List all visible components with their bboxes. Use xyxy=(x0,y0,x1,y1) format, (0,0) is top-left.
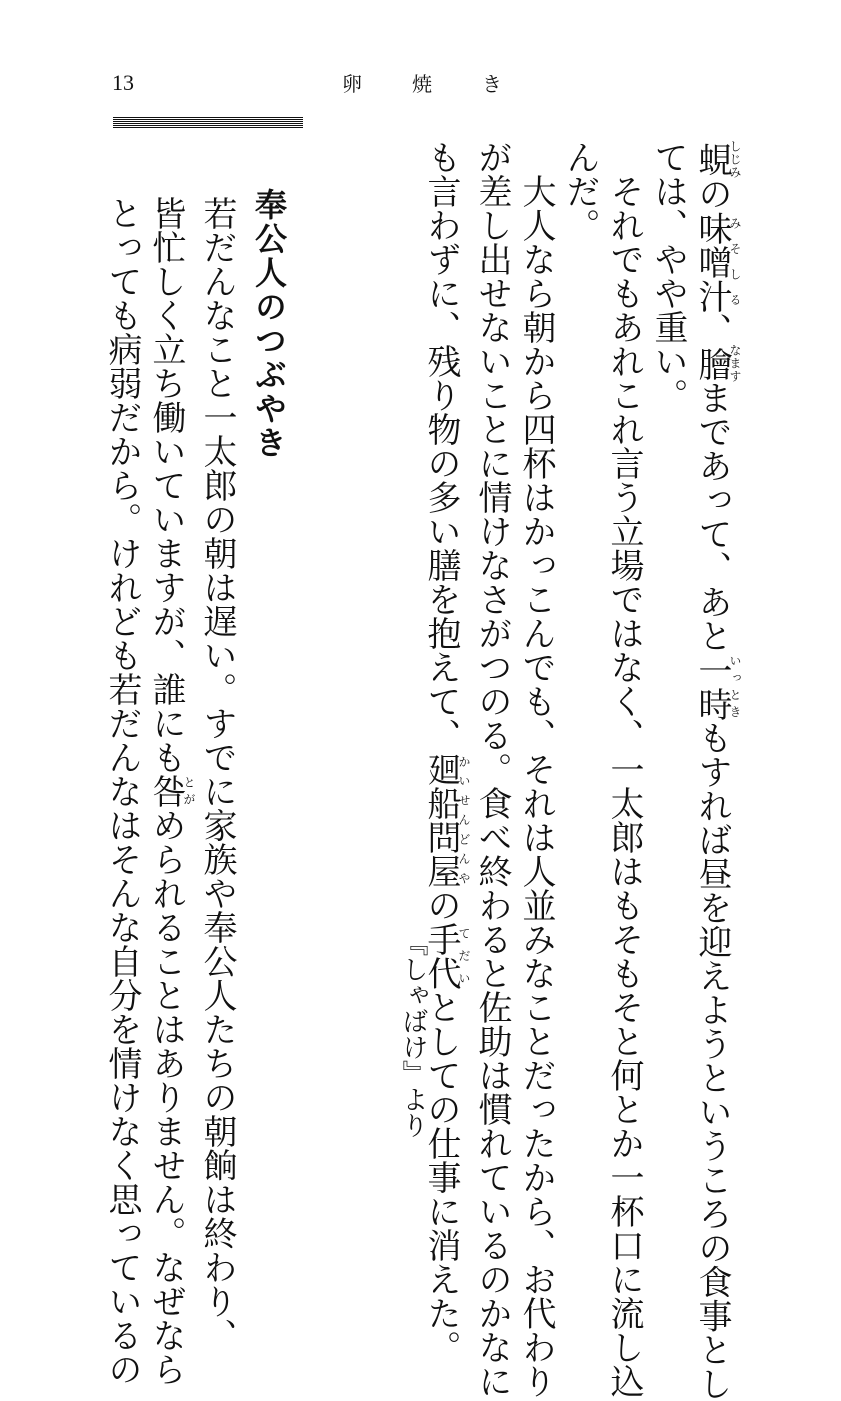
main-text xyxy=(419,140,742,1401)
text-line: が差し出せないことに情けなさがつのる。食べ終わると佐助は慣れているのかなに xyxy=(472,140,512,1398)
text-line: んだ。 xyxy=(560,140,600,242)
ruby-word: 一時いっとき xyxy=(692,652,742,721)
ruby-word: 膾なます xyxy=(692,344,742,383)
running-head-char: 焼 xyxy=(412,72,432,96)
ruby-word: 蜆しじみ xyxy=(692,140,742,179)
page-number: 13 xyxy=(112,70,134,95)
text-line: それでもあれこれ言う立場ではなく、一太郎はもそもそと何とか一杯口に流し込 xyxy=(604,140,644,1398)
text-line: とっても病弱だから。けれども若だんなはそんな自分を情けなく思っているの xyxy=(102,196,142,1386)
citation: 『しゃばけ』より xyxy=(398,930,428,1138)
text-line: ては、やや重い。 xyxy=(648,140,688,412)
running-head-char: き xyxy=(482,72,502,96)
text-line: 蜆しじみの味噌汁みそしる、膾なますまであって、あと一時いっときもすれば昼を迎えようというころの食事とし xyxy=(692,140,742,1401)
text-line: 皆忙しく立ち働いていますが、誰にも咎とがめられることはありません。なぜなら xyxy=(146,196,196,1386)
essay-title: 奉公人のつぶやき xyxy=(250,188,288,460)
text-line: 大人なら朝から四杯はかっこんでも、それは人並みなことだったから、お代わり xyxy=(516,140,556,1398)
running-head-char: 卵 xyxy=(342,72,362,96)
ruby-word: 廻船問屋かいせんどんや xyxy=(421,752,471,888)
ruby-word: 咎とが xyxy=(146,774,196,808)
running-head xyxy=(342,68,502,97)
essay-text xyxy=(100,196,239,1386)
header-rule xyxy=(113,117,303,129)
ruby-word: 手代てだい xyxy=(421,922,471,990)
text-line: も言わずに、残り物の多い膳を抱えて、廻船問屋かいせんどんやの手代てだいとしての仕事に消えた。 xyxy=(421,140,471,1364)
ruby-word: 味噌汁みそしる xyxy=(692,210,742,313)
text-line: 若だんなこと一太郎の朝は遅い。すでに家族や奉公人たちの朝餉は終わり、 xyxy=(197,196,237,1352)
